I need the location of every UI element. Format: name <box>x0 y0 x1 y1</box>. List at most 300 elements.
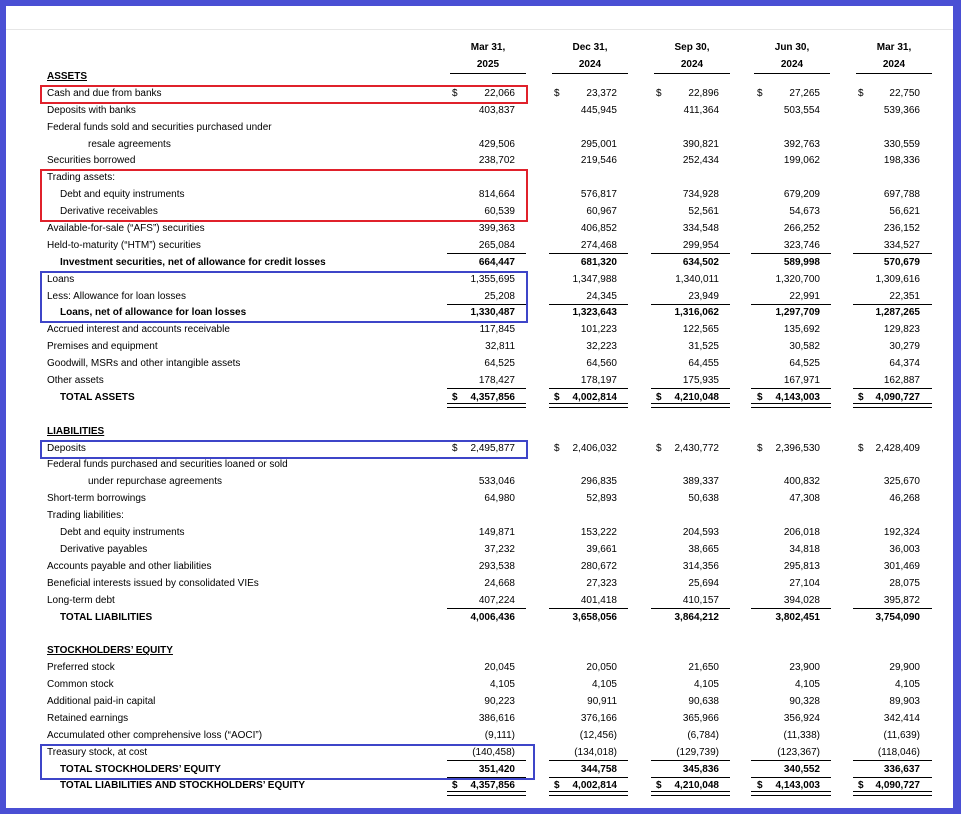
row-value: 301,469 <box>883 560 920 572</box>
row-value: 407,224 <box>478 594 515 606</box>
row-value: 37,232 <box>484 543 515 555</box>
row-value: (11,639) <box>883 729 920 741</box>
row-value: (12,456) <box>579 729 617 741</box>
row-value: 178,427 <box>478 375 515 387</box>
row-value: 814,664 <box>478 189 515 201</box>
row-value: 3,658,056 <box>572 611 617 623</box>
statement-row <box>6 491 953 508</box>
statement-row <box>6 593 953 610</box>
row-value: 2,428,409 <box>875 442 920 454</box>
row-label: Debt and equity instruments <box>60 527 185 539</box>
row-label: ASSETS <box>47 71 88 82</box>
row-value: 429,506 <box>478 138 515 150</box>
row-value: 90,638 <box>688 695 719 707</box>
row-value: 4,210,048 <box>674 391 719 403</box>
row-value: 47,308 <box>789 493 820 505</box>
total-rule <box>751 253 831 254</box>
row-value: 4,210,048 <box>674 780 719 792</box>
row-value: 325,670 <box>883 476 920 488</box>
total-rule <box>751 608 831 609</box>
row-value: 178,197 <box>580 375 617 387</box>
row-value: 406,852 <box>580 223 617 235</box>
row-value: 265,084 <box>478 239 515 251</box>
row-label: Treasury stock, at cost <box>47 746 148 758</box>
row-value: 24,345 <box>586 290 617 302</box>
row-value: 365,966 <box>682 712 719 724</box>
statement-row <box>6 322 953 339</box>
row-value: (9,111) <box>484 729 515 741</box>
row-value: 734,928 <box>682 189 719 201</box>
dollar-sign: $ <box>656 391 662 403</box>
row-value: 206,018 <box>783 527 820 539</box>
row-label: LIABILITIES <box>47 425 105 437</box>
statement-row <box>6 103 953 120</box>
statement-row <box>6 137 953 154</box>
total-rule <box>549 791 628 796</box>
row-value: 27,323 <box>586 577 617 589</box>
total-rule <box>651 304 730 305</box>
row-value: (129,739) <box>676 746 719 758</box>
total-rule <box>751 388 831 389</box>
row-label: Securities borrowed <box>47 155 136 167</box>
row-label: Common stock <box>47 679 114 691</box>
statement-row <box>6 373 953 390</box>
total-rule <box>549 388 628 389</box>
row-value: 2,396,530 <box>775 442 820 454</box>
row-value: 1,355,695 <box>470 273 515 285</box>
row-value: 390,821 <box>682 138 719 150</box>
row-value: 376,166 <box>580 712 617 724</box>
row-value: 1,297,709 <box>775 307 820 319</box>
total-rule <box>853 304 932 305</box>
row-value: 90,911 <box>587 695 617 707</box>
total-rule <box>447 388 526 389</box>
row-value: 296,835 <box>580 476 617 488</box>
row-value: 344,758 <box>580 763 617 775</box>
statement-row <box>6 677 953 694</box>
row-label: Additional paid-in capital <box>47 695 156 707</box>
total-rule <box>751 304 831 305</box>
row-value: 336,637 <box>883 763 920 775</box>
row-value: 236,152 <box>883 223 920 235</box>
statement-row <box>6 559 953 576</box>
dollar-sign: $ <box>656 87 662 99</box>
row-value: 199,062 <box>783 155 820 167</box>
row-value: 28,075 <box>889 577 920 589</box>
row-value: 22,896 <box>688 87 719 99</box>
row-value: 89,903 <box>889 695 920 707</box>
statement-row <box>6 255 953 272</box>
statement-row <box>6 238 953 255</box>
row-value: 334,527 <box>883 239 920 251</box>
row-value: 30,582 <box>789 341 820 353</box>
row-value: 445,945 <box>580 104 617 116</box>
row-value: 198,336 <box>883 155 920 167</box>
row-value: 1,316,062 <box>674 307 719 319</box>
statement-row <box>6 525 953 542</box>
row-value: 392,763 <box>783 138 820 150</box>
row-value: 22,066 <box>484 87 515 99</box>
row-label: Derivative payables <box>60 543 148 555</box>
row-value: 295,813 <box>783 560 820 572</box>
row-value: 21,650 <box>688 662 719 674</box>
row-value: 50,638 <box>688 493 719 505</box>
row-value: 25,694 <box>688 577 719 589</box>
dollar-sign: $ <box>858 87 864 99</box>
total-rule <box>651 608 730 609</box>
dollar-sign: $ <box>858 442 864 454</box>
total-rule <box>751 777 831 778</box>
row-label: Preferred stock <box>47 662 115 674</box>
total-rule <box>751 791 831 796</box>
total-rule <box>447 608 526 609</box>
row-value: 399,363 <box>478 223 515 235</box>
row-value: 266,252 <box>783 223 820 235</box>
row-label: TOTAL STOCKHOLDERS’ EQUITY <box>60 763 221 775</box>
row-label: Accounts payable and other liabilities <box>47 560 212 572</box>
row-value: 192,324 <box>883 527 920 539</box>
row-value: 664,447 <box>478 256 515 268</box>
row-value: 135,692 <box>783 324 820 336</box>
row-value: 4,002,814 <box>572 391 617 403</box>
row-value: 32,223 <box>586 341 617 353</box>
row-value: 22,351 <box>889 290 920 302</box>
row-value: 22,991 <box>789 290 820 302</box>
row-value: 64,560 <box>586 358 617 370</box>
row-label: Long-term debt <box>47 594 115 606</box>
row-value: 23,372 <box>586 87 617 99</box>
top-divider <box>6 29 953 30</box>
row-value: 64,980 <box>484 493 515 505</box>
row-label: Short-term borrowings <box>47 493 146 505</box>
row-value: 60,967 <box>586 206 617 218</box>
row-value: 4,105 <box>489 679 515 691</box>
column-header: Dec 31, 2024 <box>550 39 630 73</box>
row-label: resale agreements <box>88 138 171 150</box>
statement-row <box>6 643 953 660</box>
statement-row <box>6 626 953 643</box>
row-label: Federal funds purchased and securities loaned or sold <box>47 459 288 471</box>
row-value: 90,223 <box>484 695 515 707</box>
dollar-sign: $ <box>554 87 560 99</box>
row-value: 38,665 <box>688 543 719 555</box>
statement-row <box>6 407 953 424</box>
row-label: Accumulated other comprehensive loss (“AOCI”) <box>47 729 263 741</box>
row-value: 22,750 <box>889 87 920 99</box>
statement-row <box>6 694 953 711</box>
row-value: 293,538 <box>478 560 515 572</box>
row-value: 153,222 <box>580 527 617 539</box>
row-value: 394,028 <box>783 594 820 606</box>
total-rule <box>853 791 932 796</box>
row-value: 20,050 <box>586 662 617 674</box>
statement-row <box>6 711 953 728</box>
row-value: 1,340,011 <box>675 273 719 285</box>
row-label: Trading liabilities: <box>47 510 124 522</box>
row-value: 395,872 <box>883 594 920 606</box>
row-value: 25,208 <box>484 290 515 302</box>
total-rule <box>651 760 730 761</box>
row-value: 697,788 <box>883 189 920 201</box>
row-value: 340,552 <box>783 763 820 775</box>
dollar-sign: $ <box>757 391 763 403</box>
loans-highlight <box>40 271 528 324</box>
row-value: 2,430,772 <box>674 442 719 454</box>
row-label: TOTAL LIABILITIES <box>60 611 153 623</box>
row-value: 4,143,003 <box>775 391 820 403</box>
total-rule <box>853 777 932 778</box>
row-value: 3,802,451 <box>775 611 820 623</box>
dollar-sign: $ <box>452 442 458 454</box>
row-value: 60,539 <box>484 206 515 218</box>
statement-row <box>6 660 953 677</box>
row-label: Available-for-sale (“AFS”) securities <box>47 223 205 235</box>
dollar-sign: $ <box>757 87 763 99</box>
row-label: TOTAL LIABILITIES AND STOCKHOLDERS’ EQUITY <box>60 780 306 792</box>
row-value: 2,406,032 <box>572 442 617 454</box>
row-value: 403,837 <box>478 104 515 116</box>
row-value: 334,548 <box>682 223 719 235</box>
row-label: Investment securities, net of allowance for credit losses <box>60 256 326 268</box>
row-value: 4,105 <box>591 679 617 691</box>
dollar-sign: $ <box>656 442 662 454</box>
statement-row <box>6 339 953 356</box>
row-value: 4,105 <box>794 679 820 691</box>
row-value: 36,003 <box>889 543 920 555</box>
row-value: 280,672 <box>580 560 617 572</box>
row-label: STOCKHOLDERS’ EQUITY <box>47 645 173 657</box>
statement-row <box>6 542 953 559</box>
row-value: 56,621 <box>889 206 920 218</box>
row-label: Deposits <box>47 442 86 454</box>
dollar-sign: $ <box>757 780 763 792</box>
statement-row <box>6 153 953 170</box>
dollar-sign: $ <box>858 391 864 403</box>
row-value: 64,525 <box>484 358 515 370</box>
total-rule <box>549 760 628 761</box>
row-value: 1,330,487 <box>470 307 515 319</box>
row-value: (118,046) <box>877 746 920 758</box>
row-value: 129,823 <box>883 324 920 336</box>
dollar-sign: $ <box>757 442 763 454</box>
statement-row <box>6 221 953 238</box>
row-label: Held-to-maturity (“HTM”) securities <box>47 239 201 251</box>
statement-row <box>6 69 953 86</box>
row-value: 570,679 <box>883 256 920 268</box>
deposits-highlight <box>40 440 528 459</box>
row-label: Federal funds sold and securities purchased under <box>47 121 272 133</box>
row-label: Loans, net of allowance for loan losses <box>60 307 247 319</box>
row-value: 342,414 <box>883 712 920 724</box>
row-value: 64,374 <box>889 358 920 370</box>
total-rule <box>853 760 932 761</box>
row-value: 681,320 <box>580 256 617 268</box>
row-value: 32,811 <box>485 341 515 353</box>
row-value: 299,954 <box>682 239 719 251</box>
balance-sheet <box>6 6 953 808</box>
row-value: 30,279 <box>889 341 920 353</box>
statement-row <box>6 390 953 407</box>
row-value: 323,746 <box>783 239 820 251</box>
row-label: Goodwill, MSRs and other intangible assets <box>47 358 241 370</box>
row-value: 4,357,856 <box>470 391 515 403</box>
row-value: 64,455 <box>688 358 719 370</box>
row-value: 274,468 <box>580 239 617 251</box>
total-rule <box>751 760 831 761</box>
row-value: 539,366 <box>883 104 920 116</box>
total-rule <box>447 791 526 796</box>
row-label: under repurchase agreements <box>88 476 222 488</box>
row-value: 410,157 <box>682 594 719 606</box>
dollar-sign: $ <box>858 780 864 792</box>
row-value: 589,998 <box>783 256 820 268</box>
row-value: 24,668 <box>484 577 515 589</box>
row-value: 4,357,856 <box>470 780 515 792</box>
row-value: (140,458) <box>472 746 515 758</box>
statement-row <box>6 778 953 795</box>
row-value: 31,525 <box>688 341 719 353</box>
row-label: Other assets <box>47 375 104 387</box>
row-label: Accrued interest and accounts receivable <box>47 324 230 336</box>
row-label: Retained earnings <box>47 712 129 724</box>
column-header: Mar 31, 2025 <box>448 39 528 73</box>
row-value: 167,971 <box>783 375 820 387</box>
total-rule <box>651 388 730 389</box>
row-value: 64,525 <box>789 358 820 370</box>
row-value: 351,420 <box>478 763 515 775</box>
row-value: 2,495,877 <box>470 442 515 454</box>
row-value: 4,105 <box>693 679 719 691</box>
row-label: Cash and due from banks <box>47 87 162 99</box>
row-value: 634,502 <box>682 256 719 268</box>
row-value: (6,784) <box>687 729 719 741</box>
total-rule <box>549 608 628 609</box>
row-value: 54,673 <box>789 206 820 218</box>
trading-assets-highlight <box>40 169 528 222</box>
row-label: Derivative receivables <box>60 206 158 218</box>
row-value: 52,561 <box>688 206 719 218</box>
row-label: Beneficial interests issued by consolidated VIEs <box>47 577 259 589</box>
statement-row <box>6 508 953 525</box>
statement-row <box>6 474 953 491</box>
row-value: 4,006,436 <box>470 611 515 623</box>
row-value: 401,418 <box>580 594 617 606</box>
row-value: 175,935 <box>682 375 719 387</box>
total-rule <box>651 777 730 778</box>
row-value: 4,090,727 <box>875 391 920 403</box>
total-rule <box>853 388 932 389</box>
row-value: 23,900 <box>789 662 820 674</box>
row-value: 411,364 <box>683 104 719 116</box>
row-value: 46,268 <box>889 493 920 505</box>
total-rule <box>651 791 730 796</box>
row-label: Less: Allowance for loan losses <box>47 290 186 302</box>
row-value: 314,356 <box>682 560 719 572</box>
cash-highlight <box>40 85 528 104</box>
total-rule <box>549 304 628 305</box>
row-value: 204,593 <box>682 527 719 539</box>
row-value: 1,347,988 <box>572 273 617 285</box>
statement-row <box>6 120 953 137</box>
row-value: 4,105 <box>894 679 920 691</box>
row-value: 90,328 <box>789 695 820 707</box>
statement-row <box>6 610 953 627</box>
statement-row <box>6 576 953 593</box>
row-value: 238,702 <box>478 155 515 167</box>
row-value: (11,338) <box>783 729 820 741</box>
row-value: 3,754,090 <box>875 611 920 623</box>
row-value: (123,367) <box>777 746 820 758</box>
row-value: 679,209 <box>783 189 820 201</box>
column-header: Sep 30, 2024 <box>652 39 732 73</box>
row-value: 162,887 <box>883 375 920 387</box>
total-rule <box>549 253 628 254</box>
dollar-sign: $ <box>554 391 560 403</box>
row-value: 20,045 <box>484 662 515 674</box>
row-value: 27,265 <box>789 87 820 99</box>
row-label: TOTAL ASSETS <box>60 391 135 403</box>
row-value: 503,554 <box>783 104 820 116</box>
row-value: 1,309,616 <box>875 273 920 285</box>
row-value: 149,871 <box>478 527 515 539</box>
row-value: 122,565 <box>682 324 719 336</box>
row-value: 4,143,003 <box>775 780 820 792</box>
statement-row <box>6 356 953 373</box>
dollar-sign: $ <box>452 87 458 99</box>
dollar-sign: $ <box>452 391 458 403</box>
row-value: 39,661 <box>586 543 617 555</box>
statement-row <box>6 728 953 745</box>
total-rule <box>853 608 932 609</box>
row-value: 252,434 <box>682 155 719 167</box>
row-value: 29,900 <box>889 662 920 674</box>
row-value: 219,546 <box>580 155 617 167</box>
row-label: Debt and equity instruments <box>60 189 185 201</box>
row-value: 1,320,700 <box>775 273 820 285</box>
row-value: 1,287,265 <box>875 307 920 319</box>
dollar-sign: $ <box>554 442 560 454</box>
total-rule <box>447 253 526 254</box>
dollar-sign: $ <box>554 780 560 792</box>
row-value: 330,559 <box>883 138 920 150</box>
statement-row <box>6 457 953 474</box>
row-value: 23,949 <box>688 290 719 302</box>
row-value: 400,832 <box>783 476 820 488</box>
row-value: 4,090,727 <box>875 780 920 792</box>
row-value: 295,001 <box>580 138 617 150</box>
row-value: 1,323,643 <box>572 307 617 319</box>
row-label: Loans <box>47 273 75 285</box>
row-value: 3,864,212 <box>674 611 719 623</box>
row-value: 4,002,814 <box>572 780 617 792</box>
dollar-sign: $ <box>452 780 458 792</box>
total-rule <box>651 253 730 254</box>
column-header: Mar 31, 2024 <box>854 39 934 73</box>
statement-row <box>6 424 953 441</box>
row-value: 533,046 <box>478 476 515 488</box>
row-value: 117,845 <box>479 324 515 336</box>
equity-highlight <box>40 744 535 780</box>
dollar-sign: $ <box>656 780 662 792</box>
row-value: 52,893 <box>586 493 617 505</box>
row-value: 386,616 <box>478 712 515 724</box>
row-value: 576,817 <box>580 189 617 201</box>
row-value: 345,836 <box>682 763 719 775</box>
total-rule <box>549 777 628 778</box>
row-value: (134,018) <box>574 746 617 758</box>
row-value: 27,104 <box>789 577 820 589</box>
row-label: Trading assets: <box>47 172 115 184</box>
